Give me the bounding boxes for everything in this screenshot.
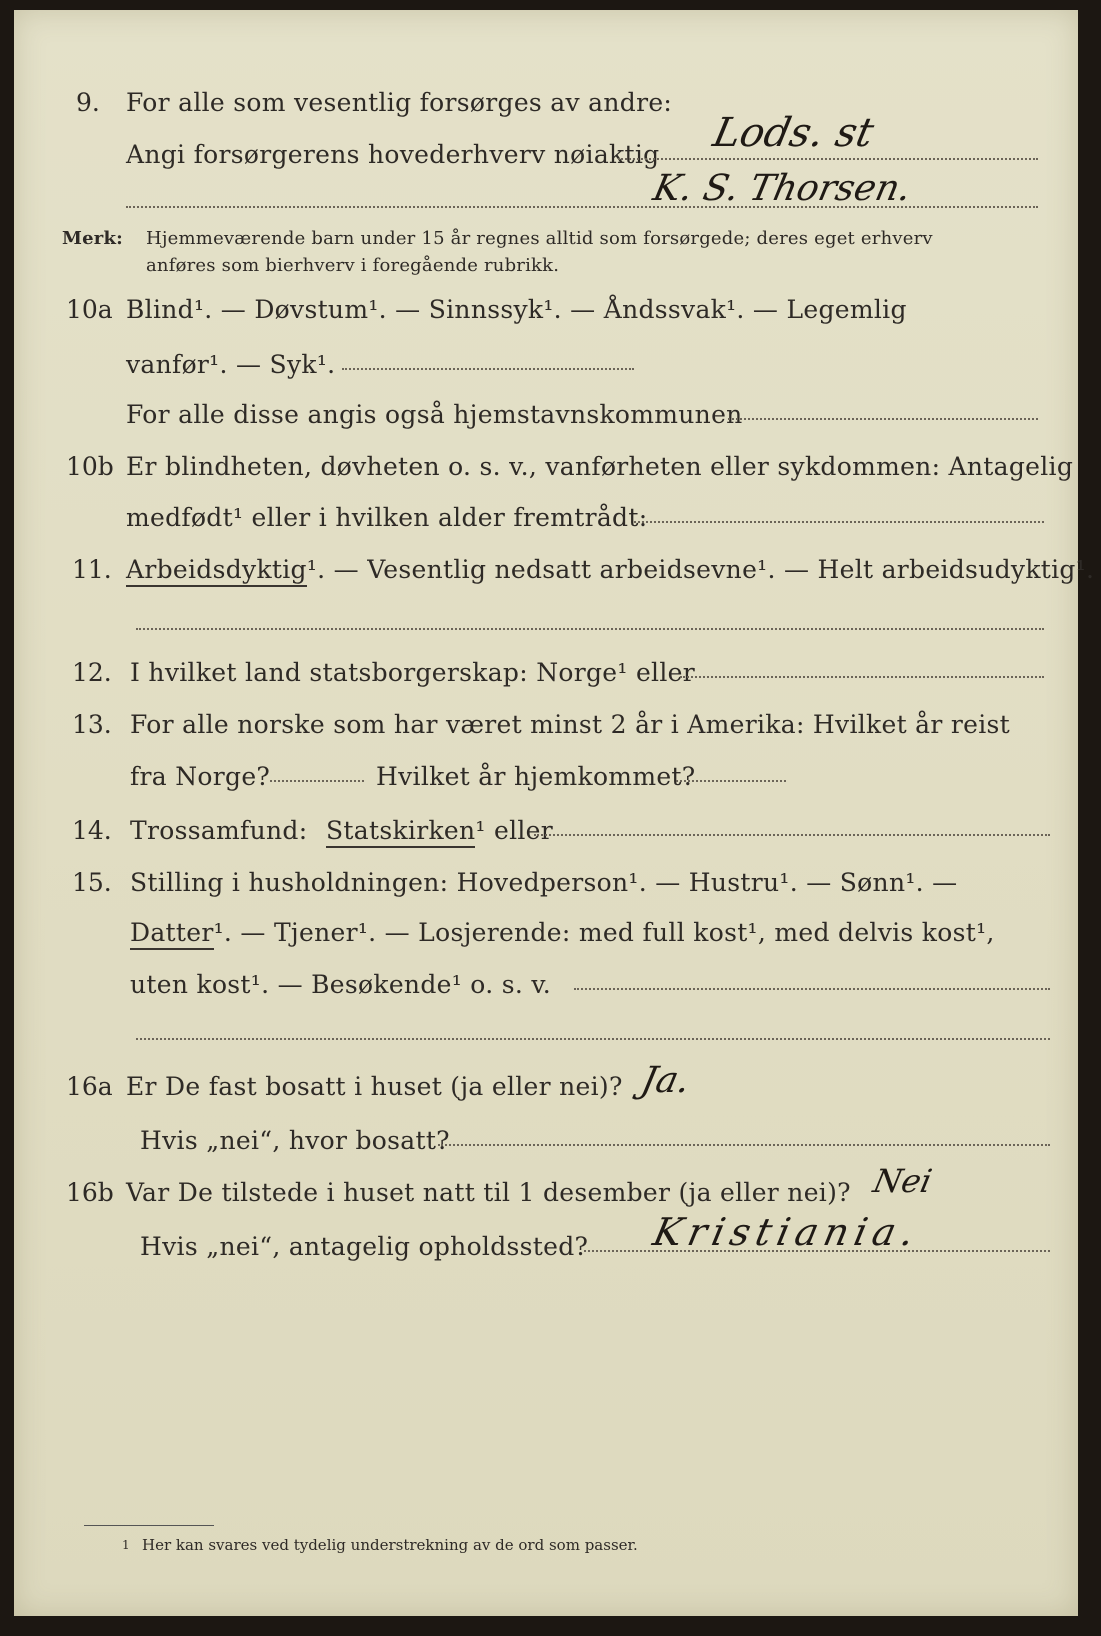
q9-number: 9.: [76, 88, 100, 117]
q15-answer-line: [574, 988, 1050, 990]
q16a-line2: Hvis „nei“, hvor bosatt?: [140, 1126, 450, 1155]
q11-rest: ¹. — Vesentlig nedsatt arbeidsevne¹. — Helt arbeidsudyktig¹.: [306, 555, 1095, 584]
q13-departure-line: [270, 780, 364, 782]
q9-handwritten-provider: K. S. Thorsen.: [649, 168, 915, 209]
q12-line: I hvilket land statsborgerskap: Norge¹ eller: [130, 658, 695, 687]
q16a-number: 16a: [66, 1072, 113, 1101]
q11-number: 11.: [72, 555, 112, 584]
q13-line2a: fra Norge?: [130, 762, 271, 791]
q10a-municipality-line: [728, 418, 1038, 420]
q16b-number: 16b: [66, 1178, 114, 1207]
q15-line2-rest: ¹. — Tjener¹. — Losjerende: med full kost¹, med delvis kost¹,: [213, 918, 995, 947]
q10a-line1: Blind¹. — Døvstum¹. — Sinnssyk¹. — Åndssvak¹. — Legemlig: [126, 295, 907, 324]
q11-underlined-answer: Arbeidsdyktig: [126, 555, 307, 587]
footnote-text: Her kan svares ved tydelig understrekning av de ord som passer.: [142, 1536, 638, 1554]
q13-return-line: [676, 780, 786, 782]
merk-line2: anføres som bierhverv i foregående rubrikk.: [146, 255, 560, 276]
q9-handwritten-occupation: Lods. st: [709, 110, 878, 156]
q12-answer-line: [680, 676, 1044, 678]
q16b-handwritten-place: Kristiania.: [649, 1210, 925, 1254]
q15-blank-line: [136, 1038, 1050, 1040]
q13-line1: For alle norske som har været minst 2 år i Amerika: Hvilket år reist: [130, 710, 1011, 739]
q15-line2: [130, 918, 995, 947]
q10b-number: 10b: [66, 452, 114, 481]
q15-underlined-answer: Datter: [130, 918, 214, 950]
q14-underlined-answer: Statskirken: [326, 816, 475, 848]
q10b-line2: medfødt¹ eller i hvilken alder fremtrådt:: [126, 503, 648, 532]
q10a-number: 10a: [66, 295, 113, 324]
q14-line: [326, 816, 553, 845]
q16a-answer-line: [438, 1144, 1050, 1146]
q16a-line1: Er De fast bosatt i huset (ja eller nei)?: [126, 1072, 623, 1101]
merk-label: Merk:: [62, 228, 123, 249]
q13-line2b: Hvilket år hjemkommet?: [376, 762, 696, 791]
q14-label: Trossamfund:: [130, 816, 308, 845]
q10a-line2: vanfør¹. — Syk¹.: [126, 350, 336, 379]
q15-number: 15.: [72, 868, 112, 897]
q9-line2: Angi forsørgerens hovederhverv nøiaktig: [126, 140, 660, 169]
q14-rest: ¹ eller: [475, 816, 554, 845]
q14-answer-line: [534, 834, 1050, 836]
q13-number: 13.: [72, 710, 112, 739]
q16a-handwritten-answer: Ja.: [637, 1060, 694, 1101]
q11-line: [126, 555, 1094, 584]
q9-line1: For alle som vesentlig forsørges av andre:: [126, 88, 673, 117]
q14-number: 14.: [72, 816, 112, 845]
q10a-line3: For alle disse angis også hjemstavnskommunen: [126, 400, 743, 429]
q11-blank-line: [136, 628, 1044, 630]
q9-answer-line: [618, 158, 1038, 160]
merk-line1: Hjemmeværende barn under 15 år regnes alltid som forsørgede; deres eget erhverv: [146, 228, 933, 249]
census-form-page: [14, 10, 1095, 1616]
q10b-answer-line: [634, 521, 1044, 523]
q15-line3: uten kost¹. — Besøkende¹ o. s. v.: [130, 970, 552, 999]
q12-number: 12.: [72, 658, 112, 687]
q10a-answer-line: [342, 368, 634, 370]
q16b-line1: Var De tilstede i huset natt til 1 desember (ja eller nei)?: [126, 1178, 851, 1207]
footnote-rule: [84, 1525, 214, 1526]
q10b-line1: Er blindheten, døvheten o. s. v., vanførheten eller sykdommen: Antagelig: [126, 452, 1074, 481]
footnote-mark: 1: [122, 1538, 130, 1552]
q16b-handwritten-answer: Nei: [869, 1162, 936, 1200]
q15-line1: Stilling i husholdningen: Hovedperson¹. — Hustru¹. — Sønn¹. —: [130, 868, 958, 897]
q16b-line2: Hvis „nei“, antagelig opholdssted?: [140, 1232, 589, 1261]
